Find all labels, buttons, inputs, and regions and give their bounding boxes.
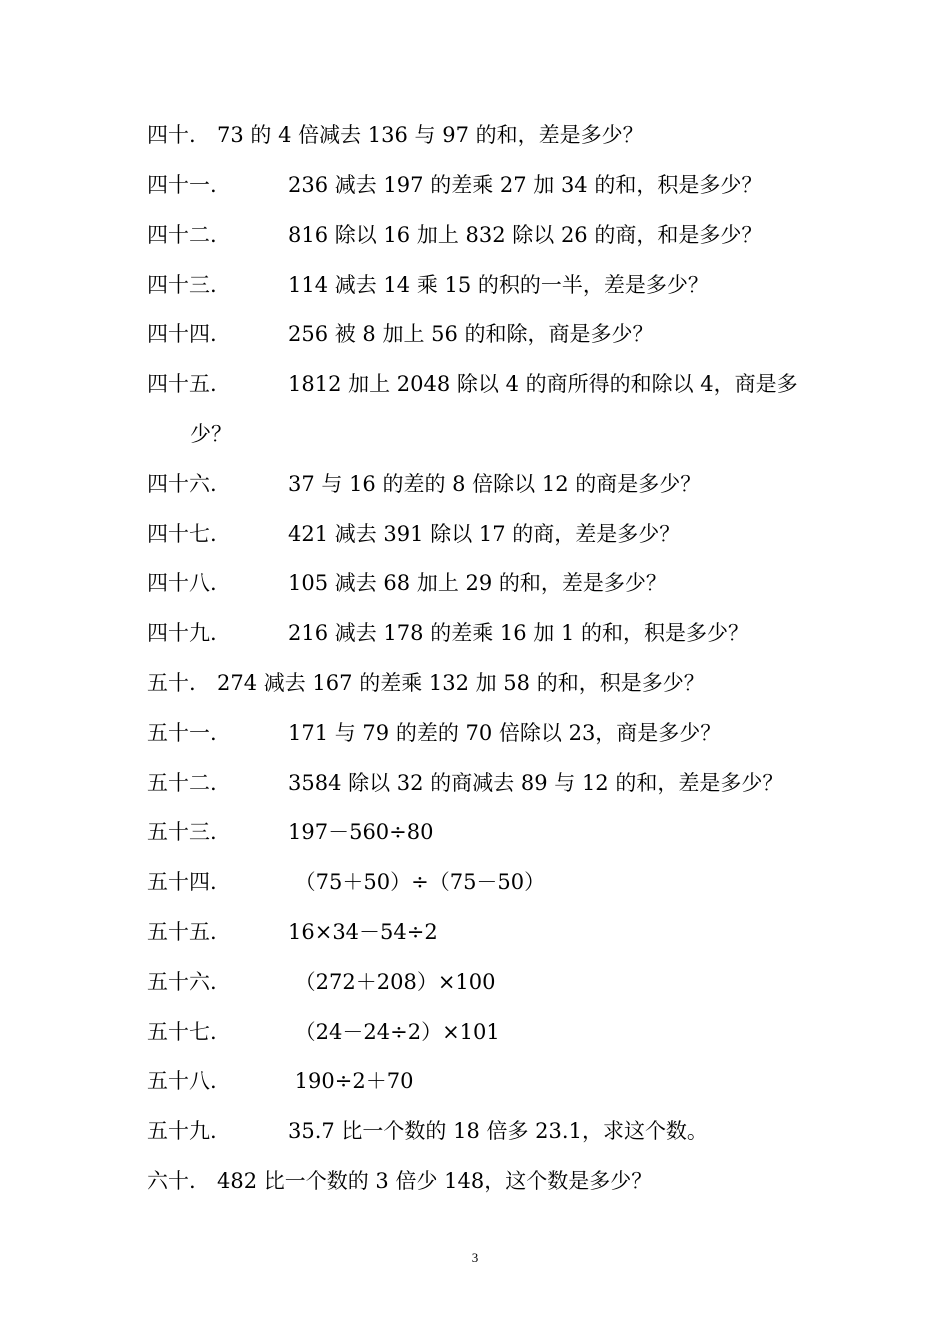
problem-text: 216 减去 178 的差乘 16 加 1 的和，积是多少？ xyxy=(288,621,749,645)
problem-number: 五十. xyxy=(147,671,196,695)
problem-48 xyxy=(147,569,667,597)
problem-59 xyxy=(147,1117,708,1145)
problem-45 xyxy=(147,370,798,398)
problem-41 xyxy=(147,171,762,199)
problem-42 xyxy=(147,221,762,249)
problem-text: 171 与 79 的差的 70 倍除以 23，商是多少？ xyxy=(288,721,722,745)
page-number: 3 xyxy=(471,1250,479,1265)
problem-40 xyxy=(147,121,644,149)
problem-text: 197－560÷80 xyxy=(288,820,434,844)
problem-text: 190÷2＋70 xyxy=(288,1069,414,1093)
problem-number: 五十三. xyxy=(147,820,217,844)
problem-number: 五十四. xyxy=(147,870,217,894)
problem-57 xyxy=(147,1018,500,1046)
problem-45-continuation: 少？ xyxy=(190,422,232,446)
problem-number: 四十七. xyxy=(147,522,217,546)
problem-49 xyxy=(147,619,749,647)
problem-text: 3584 除以 32 的商减去 89 与 12 的和，差是多少？ xyxy=(288,771,784,795)
problem-number: 六十. xyxy=(147,1169,196,1193)
problem-number: 五十一. xyxy=(147,721,217,745)
problem-text: （24－24÷2）×101 xyxy=(288,1020,500,1044)
problem-43 xyxy=(147,271,709,299)
problem-text: 105 减去 68 加上 29 的和，差是多少？ xyxy=(288,571,667,595)
problem-text: 256 被 8 加上 56 的和除，商是多少？ xyxy=(288,322,654,346)
problem-55 xyxy=(147,918,438,946)
problem-number: 四十一. xyxy=(147,173,217,197)
problem-text: 37 与 16 的差的 8 倍除以 12 的商是多少？ xyxy=(288,472,702,496)
problem-text: 274 减去 167 的差乘 132 加 58 的和，积是多少？ xyxy=(217,671,705,695)
problem-number: 四十. xyxy=(147,123,196,147)
problem-number: 五十九. xyxy=(147,1119,217,1143)
problem-53 xyxy=(147,818,433,846)
problem-52 xyxy=(147,769,783,797)
problem-text: 1812 加上 2048 除以 4 的商所得的和除以 4，商是多 xyxy=(288,372,798,396)
problem-text: 816 除以 16 加上 832 除以 26 的商，和是多少？ xyxy=(288,223,763,247)
problem-58 xyxy=(147,1067,413,1095)
problem-text: 236 减去 197 的差乘 27 加 34 的和，积是多少？ xyxy=(288,173,763,197)
problem-text: 421 减去 391 除以 17 的商，差是多少？ xyxy=(288,522,681,546)
problem-text: 35.7 比一个数的 18 倍多 23.1，求这个数。 xyxy=(288,1119,708,1143)
problem-number: 五十七. xyxy=(147,1020,217,1044)
problem-number: 四十五. xyxy=(147,372,217,396)
problem-text: 16×34－54÷2 xyxy=(288,920,438,944)
problem-46 xyxy=(147,470,701,498)
problem-60 xyxy=(147,1167,652,1195)
problem-54 xyxy=(147,868,545,896)
problem-number: 五十六. xyxy=(147,970,217,994)
problem-text: 114 减去 14 乘 15 的积的一半，差是多少？ xyxy=(288,273,709,297)
problem-number: 五十八. xyxy=(147,1069,217,1093)
problem-number: 四十六. xyxy=(147,472,217,496)
problem-text: 482 比一个数的 3 倍少 148，这个数是多少？ xyxy=(217,1169,653,1193)
problem-text: （75＋50）÷（75－50） xyxy=(288,870,546,894)
problem-50 xyxy=(147,669,705,697)
problem-text: 73 的 4 倍减去 136 与 97 的和，差是多少？ xyxy=(217,123,644,147)
problem-number: 五十二. xyxy=(147,771,217,795)
problem-number: 四十九. xyxy=(147,621,217,645)
problem-number: 四十三. xyxy=(147,273,217,297)
problem-56 xyxy=(147,968,496,996)
problem-text: （272＋208）×100 xyxy=(288,970,496,994)
problem-51 xyxy=(147,719,721,747)
problem-44 xyxy=(147,320,654,348)
problem-number: 四十二. xyxy=(147,223,217,247)
problem-47 xyxy=(147,520,680,548)
problem-number: 四十四. xyxy=(147,322,217,346)
problem-number: 四十八. xyxy=(147,571,217,595)
problem-number: 五十五. xyxy=(147,920,217,944)
